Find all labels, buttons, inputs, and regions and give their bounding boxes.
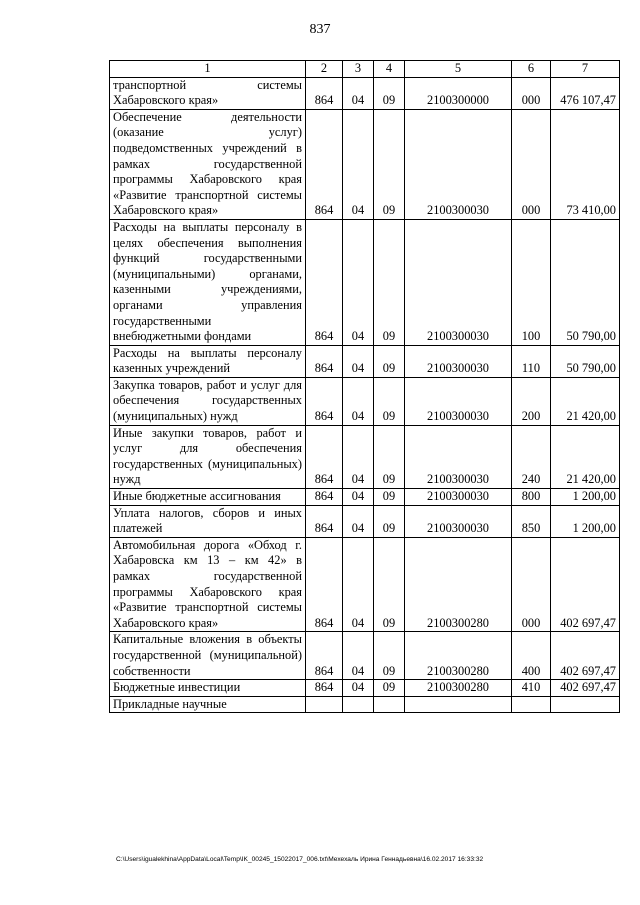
row-name-cell: Обеспечение деятельности (оказание услуг) подведомственных учреждений в рамках государственной программы Хабаровского края «Развитие транспортной системы Хабаровского края» — [110, 109, 306, 219]
row-name-cell: Капитальные вложения в объекты государственной (муниципальной) собственности — [110, 632, 306, 680]
table-row — [110, 345, 620, 377]
subsection-cell: 09 — [374, 632, 405, 680]
budget-table — [109, 60, 620, 713]
amount-cell: 1 200,00 — [551, 505, 620, 537]
amount-cell: 21 420,00 — [551, 425, 620, 488]
target-article-cell: 2100300280 — [405, 537, 512, 632]
amount-cell: 21 420,00 — [551, 377, 620, 425]
expense-type-cell: 400 — [512, 632, 551, 680]
row-name-cell: Автомобильная дорога «Обход г. Хабаровска км 13 – км 42» в рамках государственной программы Хабаровского края «Развитие транспортной системы Хабаровского края» — [110, 537, 306, 632]
table-row — [110, 537, 620, 632]
row-name-cell: Уплата налогов, сборов и иных платежей — [110, 505, 306, 537]
table-row — [110, 109, 620, 219]
table-row — [110, 425, 620, 488]
subsection-cell: 09 — [374, 489, 405, 506]
amount-cell — [551, 696, 620, 713]
table-row — [110, 696, 620, 713]
subsection-cell: 09 — [374, 109, 405, 219]
row-name-cell: Бюджетные инвестиции — [110, 680, 306, 697]
admin-code-cell: 864 — [306, 219, 343, 345]
section-cell: 04 — [343, 537, 374, 632]
expense-type-cell: 000 — [512, 77, 551, 109]
admin-code-cell: 864 — [306, 345, 343, 377]
subsection-cell: 09 — [374, 425, 405, 488]
target-article-cell: 2100300280 — [405, 632, 512, 680]
column-header: 3 — [343, 61, 374, 78]
subsection-cell: 09 — [374, 537, 405, 632]
section-cell: 04 — [343, 345, 374, 377]
expense-type-cell: 000 — [512, 109, 551, 219]
amount-cell: 402 697,47 — [551, 537, 620, 632]
section-cell: 04 — [343, 425, 374, 488]
section-cell: 04 — [343, 77, 374, 109]
expense-type-cell — [512, 696, 551, 713]
column-header: 6 — [512, 61, 551, 78]
amount-cell: 402 697,47 — [551, 680, 620, 697]
table-row — [110, 505, 620, 537]
amount-cell: 50 790,00 — [551, 345, 620, 377]
admin-code-cell: 864 — [306, 537, 343, 632]
target-article-cell: 2100300030 — [405, 109, 512, 219]
target-article-cell: 2100300000 — [405, 77, 512, 109]
table-row — [110, 219, 620, 345]
subsection-cell: 09 — [374, 345, 405, 377]
expense-type-cell: 000 — [512, 537, 551, 632]
target-article-cell: 2100300030 — [405, 489, 512, 506]
section-cell: 04 — [343, 680, 374, 697]
expense-type-cell: 200 — [512, 377, 551, 425]
amount-cell: 73 410,00 — [551, 109, 620, 219]
admin-code-cell: 864 — [306, 680, 343, 697]
target-article-cell: 2100300030 — [405, 345, 512, 377]
target-article-cell — [405, 696, 512, 713]
table-row — [110, 632, 620, 680]
file-path-footer: C:\Users\igualekhina\AppData\Local\Temp\IK_00245_15022017_006.txt\Мехехаль Ирина Геннадьевна\16.02.2017 16:33:32 — [116, 856, 484, 863]
row-name-cell: транспортной системы Хабаровского края» — [110, 77, 306, 109]
row-name-cell: Расходы на выплаты персоналу казенных учреждений — [110, 345, 306, 377]
admin-code-cell: 864 — [306, 489, 343, 506]
expense-type-cell: 100 — [512, 219, 551, 345]
target-article-cell: 2100300030 — [405, 219, 512, 345]
column-header: 4 — [374, 61, 405, 78]
expense-type-cell: 110 — [512, 345, 551, 377]
section-cell — [343, 696, 374, 713]
amount-cell: 50 790,00 — [551, 219, 620, 345]
admin-code-cell: 864 — [306, 77, 343, 109]
subsection-cell: 09 — [374, 377, 405, 425]
admin-code-cell: 864 — [306, 505, 343, 537]
table-row — [110, 77, 620, 109]
expense-type-cell: 410 — [512, 680, 551, 697]
page-number: 837 — [309, 22, 331, 37]
column-header: 2 — [306, 61, 343, 78]
admin-code-cell: 864 — [306, 632, 343, 680]
row-name-cell: Расходы на выплаты персоналу в целях обеспечения выполнения функций государственными (муниципальными) органами, казенными учреждениями, органами управления государственными внебюджетными фондами — [110, 219, 306, 345]
subsection-cell: 09 — [374, 77, 405, 109]
column-header: 5 — [405, 61, 512, 78]
row-name-cell: Иные бюджетные ассигнования — [110, 489, 306, 506]
column-header: 1 — [110, 61, 306, 78]
table-row — [110, 680, 620, 697]
section-cell: 04 — [343, 219, 374, 345]
subsection-cell — [374, 696, 405, 713]
subsection-cell: 09 — [374, 680, 405, 697]
admin-code-cell: 864 — [306, 377, 343, 425]
expense-type-cell: 240 — [512, 425, 551, 488]
section-cell: 04 — [343, 489, 374, 506]
row-name-cell: Закупка товаров, работ и услуг для обеспечения государственных (муниципальных) нужд — [110, 377, 306, 425]
target-article-cell: 2100300280 — [405, 680, 512, 697]
admin-code-cell: 864 — [306, 109, 343, 219]
table-row — [110, 377, 620, 425]
table-header-row — [110, 61, 620, 78]
column-header: 7 — [551, 61, 620, 78]
target-article-cell: 2100300030 — [405, 505, 512, 537]
row-name-cell: Прикладные научные — [110, 696, 306, 713]
target-article-cell: 2100300030 — [405, 377, 512, 425]
section-cell: 04 — [343, 377, 374, 425]
admin-code-cell — [306, 696, 343, 713]
subsection-cell: 09 — [374, 505, 405, 537]
table-row — [110, 489, 620, 506]
row-name-cell: Иные закупки товаров, работ и услуг для обеспечения государственных (муниципальных) нужд — [110, 425, 306, 488]
section-cell: 04 — [343, 632, 374, 680]
expense-type-cell: 850 — [512, 505, 551, 537]
amount-cell: 1 200,00 — [551, 489, 620, 506]
subsection-cell: 09 — [374, 219, 405, 345]
section-cell: 04 — [343, 109, 374, 219]
expense-type-cell: 800 — [512, 489, 551, 506]
amount-cell: 402 697,47 — [551, 632, 620, 680]
amount-cell: 476 107,47 — [551, 77, 620, 109]
admin-code-cell: 864 — [306, 425, 343, 488]
section-cell: 04 — [343, 505, 374, 537]
target-article-cell: 2100300030 — [405, 425, 512, 488]
